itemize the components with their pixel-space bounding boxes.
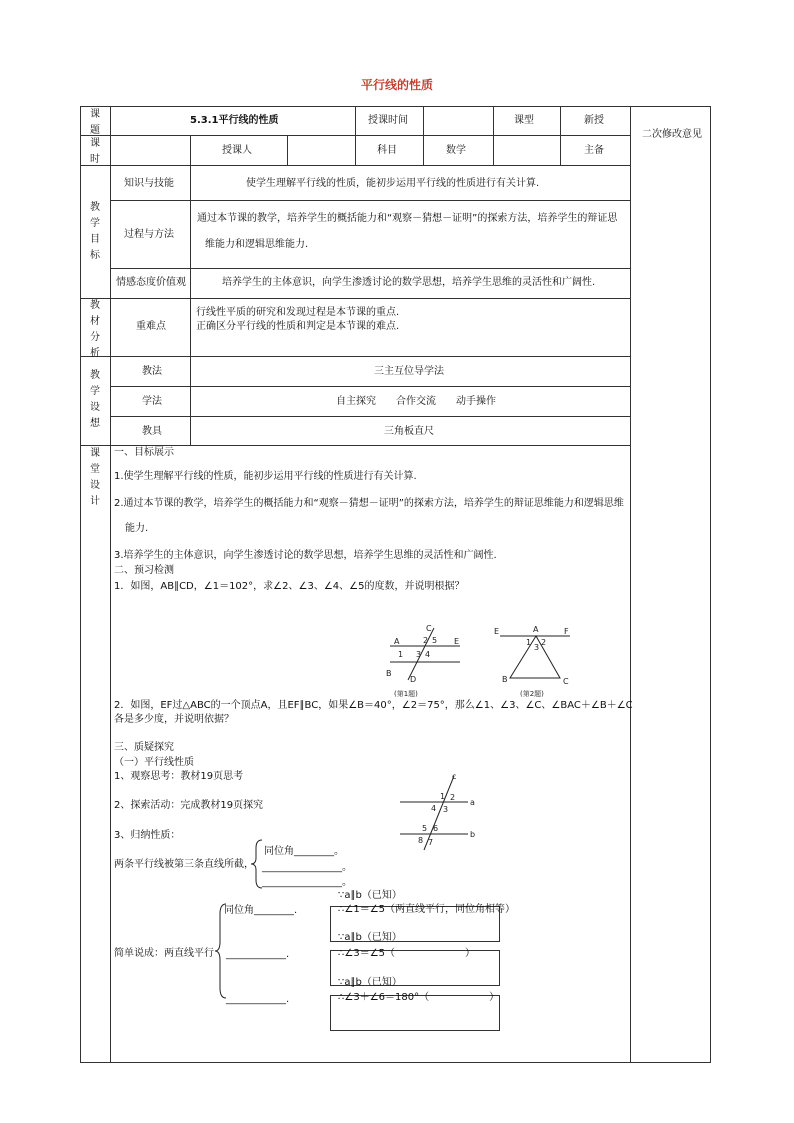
subject-value: 数学 <box>446 145 466 156</box>
type-value: 新授 <box>584 115 604 126</box>
proof-box-2-given: ∵a∥b（已知） <box>338 932 402 943</box>
key-text-1: 行线性平质的研究和发现过程是本节课的重点. <box>196 307 400 318</box>
design-label: 教 学 设 想 <box>90 370 100 429</box>
fig3-label-2: 2 <box>450 793 456 802</box>
process-text-2: 维能力和逻辑思维能力. <box>205 239 309 250</box>
tool-label: 教具 <box>142 426 162 437</box>
section-2-title: 二、预习检测 <box>114 565 174 576</box>
type-label: 课型 <box>514 115 534 126</box>
fig3-label-7: 7 <box>428 838 434 847</box>
fig2-label-3: 3 <box>534 643 540 652</box>
fig3-label-8: 8 <box>418 836 424 845</box>
fig3-label-a: a <box>470 798 475 807</box>
goals-label: 教 学 目 标 <box>90 202 100 261</box>
fig2-label-C: C <box>563 677 569 686</box>
learn-label: 学法 <box>142 396 162 407</box>
explore-item-1: 1、观察思考：教材19页思考 <box>114 771 244 782</box>
fig1-label-2: 2 <box>423 636 429 645</box>
fig3-label-3: 3 <box>443 805 449 814</box>
figure-2 <box>490 622 580 700</box>
method-value: 三主互位导学法 <box>374 366 444 377</box>
teacher-label: 授课人 <box>222 145 252 156</box>
knowledge-label: 知识与技能 <box>124 178 174 189</box>
goal-item-3: 3.培养学生的主体意识，向学生渗透讨论的数学思想，培养学生思维的灵活性和广阔性. <box>114 550 497 561</box>
key-label: 重难点 <box>136 321 166 332</box>
fig3-label-4: 4 <box>431 804 437 813</box>
row-label-topic: 课 题 <box>90 109 100 136</box>
proof-box-3-line: ∴∠3＋∠6＝180°（ ） <box>338 992 500 1003</box>
fig2-caption: (第2题) <box>520 690 544 698</box>
process-text-1: 通过本节课的教学，培养学生的概括能力和“观察－猜想－证明”的探索方法，培养学生的辩证思 <box>197 213 618 224</box>
knowledge-text: 使学生理解平行线的性质，能初步运用平行线的性质进行有关计算. <box>246 178 540 189</box>
subject-label: 科目 <box>377 145 397 156</box>
classroom-label: 课 堂 设 计 <box>90 448 100 507</box>
attitude-label: 情感态度价值观 <box>116 277 186 288</box>
brace-1-line-2: ________________。 <box>262 862 352 873</box>
proof-box-3-given: ∵a∥b（已知） <box>338 977 402 988</box>
fig3-label-5: 5 <box>422 824 428 833</box>
fig2-label-A: A <box>533 625 539 634</box>
fig2-label-F: F <box>564 627 569 636</box>
fig1-label-4: 4 <box>425 650 431 659</box>
figure-3 <box>396 772 486 852</box>
key-text-2: 正确区分平行线的性质和判定是本节课的难点. <box>196 321 400 332</box>
fig1-label-B: B <box>386 669 392 678</box>
section-3-sub: （一）平行线性质 <box>114 757 194 768</box>
fig3-label-c: c <box>452 772 457 781</box>
brace-2-line-1: 同位角________. <box>224 905 298 916</box>
brace-1-lead: 两条平行线被第三条直线所截， <box>114 859 254 870</box>
fig2-label-E: E <box>494 627 500 636</box>
section-1-title: 一、目标展示 <box>114 447 174 458</box>
fig2-label-B: B <box>502 675 508 684</box>
fig1-label-1: 1 <box>398 650 404 659</box>
topic: 5.3.1平行线的性质 <box>190 115 279 126</box>
fig1-label-E: E <box>454 637 460 646</box>
brace-2-line-2: ____________. <box>226 949 290 960</box>
row-label-period: 课 时 <box>90 138 100 165</box>
method-label: 教法 <box>142 366 162 377</box>
time-label: 授课时间 <box>368 115 408 126</box>
learn-value: 自主探究 合作交流 动手操作 <box>336 396 496 407</box>
analysis-label: 教 材 分 析 <box>90 300 100 359</box>
fig1-label-3: 3 <box>416 650 422 659</box>
attitude-text: 培养学生的主体意识，向学生渗透讨论的数学思想，培养学生思维的灵活性和广阔性. <box>222 277 596 288</box>
tool-value: 三角板直尺 <box>384 426 434 437</box>
revision-label: 二次修改意见 <box>642 129 702 140</box>
fig1-label-A: A <box>394 637 400 646</box>
figure-1 <box>380 622 470 700</box>
question-2b: 各是多少度，并说明依据？ <box>114 714 234 725</box>
fig1-label-C: C <box>426 624 432 633</box>
fig3-label-b: b <box>470 830 476 839</box>
proof-box-1-line: ∴∠1＝∠5（两直线平行，同位角相等） <box>338 904 516 915</box>
fig1-label-5: 5 <box>432 636 438 645</box>
fig3-label-1: 1 <box>440 792 446 801</box>
brief-lead: 简单说成：两直线平行 <box>114 948 214 959</box>
brace-1-line-3: ________________。 <box>262 877 352 888</box>
section-3-title: 三、质疑探究 <box>114 742 174 753</box>
goal-item-1: 1.使学生理解平行线的性质，能初步运用平行线的性质进行有关计算. <box>114 471 417 482</box>
page-title: 平行线的性质 <box>360 78 433 92</box>
fig3-label-6: 6 <box>433 824 439 833</box>
question-2a: 2．如图，EF过△ABC的一个顶点A，且EF∥BC，如果∠B＝40°，∠2＝75°，那么∠1、∠3、∠C、∠BAC＋∠B＋∠C <box>114 700 633 711</box>
explore-item-3: 3、归纳性质： <box>114 830 181 841</box>
fig2-label-2: 2 <box>541 638 547 647</box>
given-statement: ∵a∥b（已知） <box>338 890 402 901</box>
goal-item-2a: 2.通过本节课的教学，培养学生的概括能力和“观察－猜想－证明”的探索方法，培养学生的辩证思维能力和逻辑思维 <box>114 498 624 509</box>
lead-label: 主备 <box>584 145 604 156</box>
proof-box-2-line: ∴∠3＝∠5（ ） <box>338 948 476 959</box>
fig1-label-D: D <box>410 675 417 684</box>
goal-item-2b: 能力. <box>125 523 149 534</box>
brace-2-line-3: ____________. <box>226 994 290 1005</box>
fig1-caption: (第1题) <box>394 690 418 698</box>
question-1: 1．如图，AB∥CD，∠1＝102°，求∠2、∠3、∠4、∠5的度数，并说明根据？ <box>114 581 465 592</box>
fig2-label-1: 1 <box>526 638 532 647</box>
brace-1-line-1: 同位角________。 <box>264 846 344 857</box>
explore-item-2: 2、探索活动：完成教材19页探究 <box>114 800 264 811</box>
process-label: 过程与方法 <box>124 229 174 240</box>
